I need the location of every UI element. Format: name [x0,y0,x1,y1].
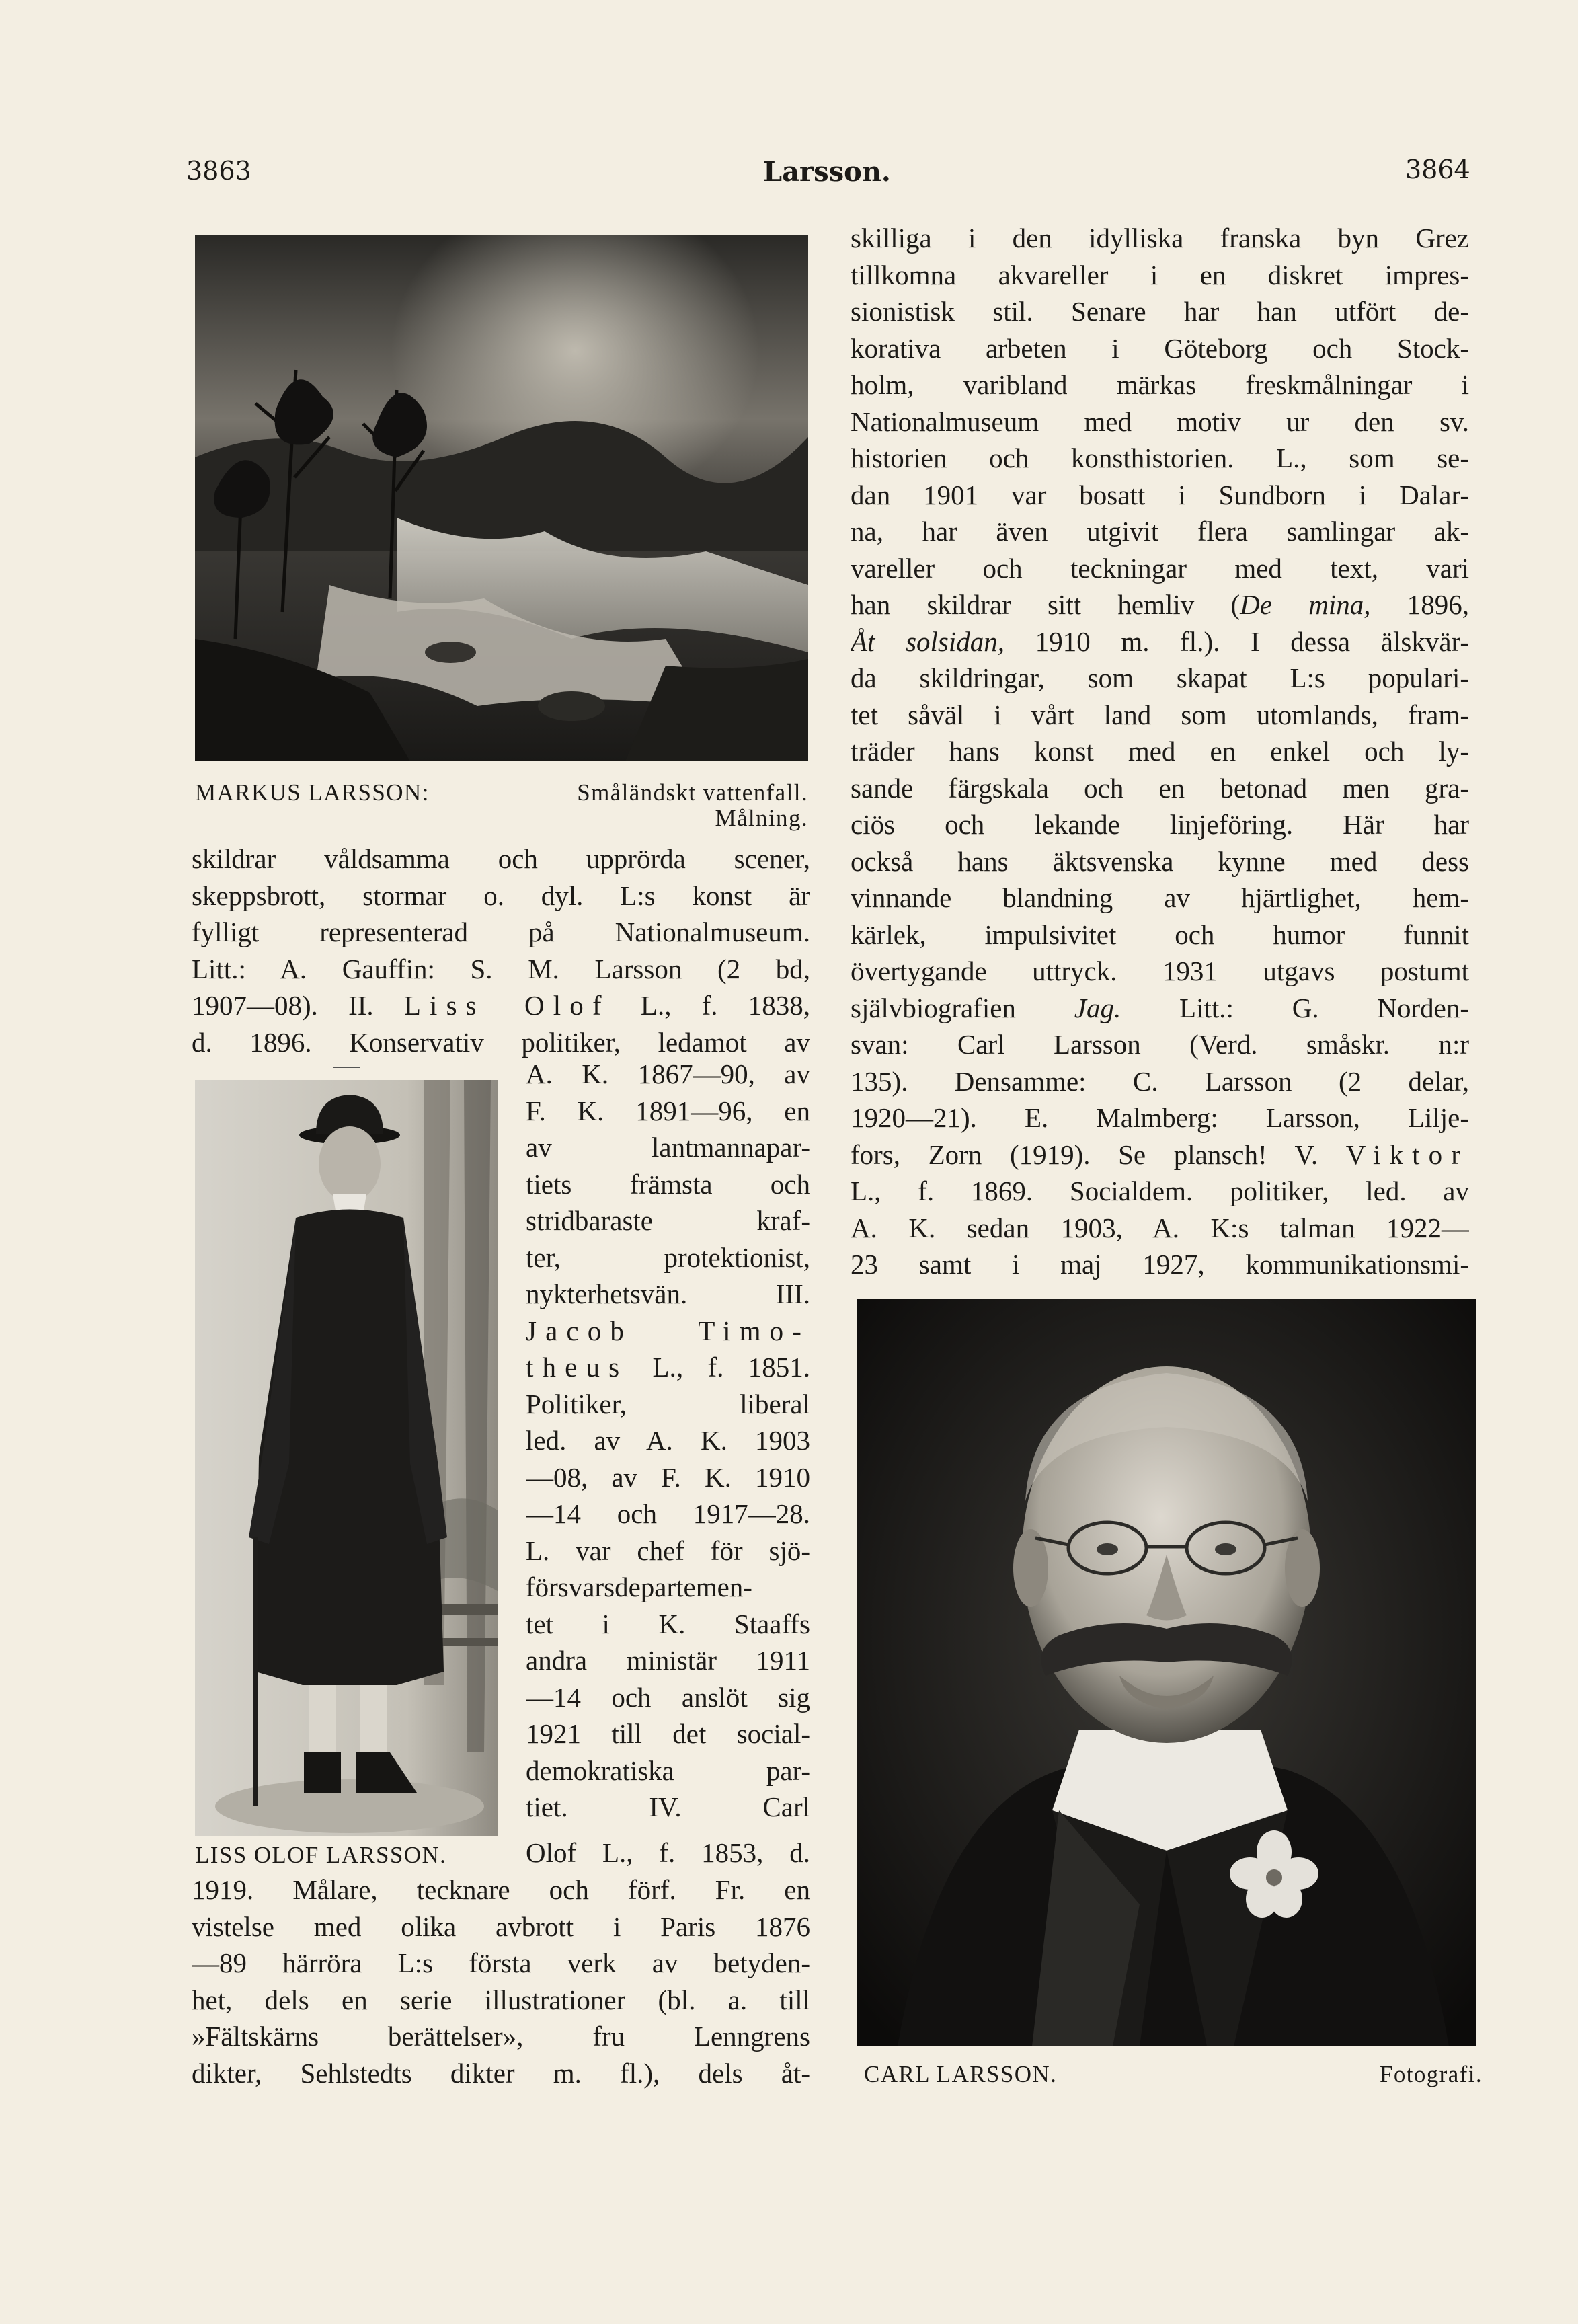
text-line: historien och konsthistorien. L., som se- [851,442,1469,473]
text-line: svan: Carl Larsson (Verd. småskr. n:r [851,1029,1469,1060]
text-line: —14 och anslöt sig [526,1681,810,1713]
text-line: vinnande blandning av hjärtlighet, hem- [851,882,1469,913]
text-line: L. var chef för sjö- [526,1535,810,1566]
text-line: 1920—21). E. Malmberg: Larsson, Lilje- [851,1102,1469,1133]
text-line: självbiografien Jag. Litt.: G. Norden- [851,992,1469,1023]
text-line: tillkomna akvareller i en diskret impres- [851,259,1469,290]
text-line: ter, protektionist, [526,1241,810,1273]
carl-portrait-caption [864,2062,1483,2087]
text-line: nykterhetsvän. III. [526,1278,810,1309]
text-line: —14 och 1917—28. [526,1498,810,1529]
book-title: Jag. [1074,992,1121,1023]
narrow-column-text [526,1056,810,1826]
page-number-right: 3864 [1405,155,1470,184]
page-number-left: 3863 [186,156,251,186]
painting-caption-type: Målning. [715,805,808,831]
text-line: tet såväl i vårt land som utomlands, fram- [851,699,1469,730]
text-line: —08, av F. K. 1910 [526,1461,810,1493]
text-line: sande färgskala och en betonad men gra- [851,772,1469,804]
liss-portrait-caption: LISS OLOF LARSSON. [195,1842,447,1868]
painting-caption-name: MARKUS LARSSON: [195,779,430,806]
text-line: 23 samt i maj 1927, kommunikationsmi- [851,1249,1469,1280]
text-line: na, har även utgivit flera samlingar ak- [851,516,1469,547]
spaced-name: Viktor [1345,1138,1469,1170]
text-line: Jacob Timo- [526,1315,810,1346]
text-line: tiets främsta och [526,1168,810,1200]
carl-caption-name: CARL LARSSON. [864,2061,1058,2087]
waterfall-painting [195,235,808,761]
text-line: demokratiska par- [526,1754,810,1786]
text-line: sionistisk stil. Senare har han utfört de- [851,296,1469,327]
liss-olof-portrait [195,1080,498,1836]
text-line: korativa arbeten i Göteborg och Stock- [851,332,1469,364]
text-line: fylligt representerad på Nationalmuseum. [192,917,810,947]
text-line: A. K. sedan 1903, A. K:s talman 1922— [851,1212,1469,1243]
text-line: 135). Densamme: C. Larsson (2 delar, [851,1065,1469,1097]
text-line: —89 härröra L:s första verk av betyden- [192,1947,810,1978]
text-line: stridbaraste kraf- [526,1205,810,1236]
text-line: led. av A. K. 1903 [526,1425,810,1456]
text-line: 1907—08). II. Liss Olof L., f. 1838, [192,990,810,1021]
text-line: övertygande uttryck. 1931 utgavs postumt [851,956,1469,986]
text-line: vistelse med olika avbrott i Paris 1876 [192,1910,810,1942]
text-line: dan 1901 var bosatt i Sundborn i Dalar- [851,479,1469,510]
carl-larsson-portrait [857,1299,1476,2046]
text-line: kärlek, impulsivitet och humor funnit [851,919,1469,950]
text-line: andra ministär 1911 [526,1645,810,1676]
text-line: holm, varibland märkas freskmålningar i [851,369,1469,400]
book-title: De mina, [1240,589,1371,620]
book-title: Åt solsidan, [851,625,1005,657]
text-line: tet i K. Staaffs [526,1608,810,1639]
text-line: skilliga i den idylliska franska byn Grez [851,223,1469,254]
text-line: vareller och teckningar med text, vari [851,552,1469,584]
text-line: skildrar våldsamma och upprörda scener, [192,843,810,874]
ornament-dash [333,1067,360,1068]
spaced-name: theus [526,1352,629,1383]
text-line: ciös och lekande linjeföring. Här har [851,809,1469,840]
spaced-name: Liss Olof [403,990,610,1021]
text-line: 1919. Målare, tecknare och förf. Fr. en [192,1874,810,1905]
text-line: dikter, Sehlstedts dikter m. fl.), dels åt- [192,2057,810,2089]
painting-caption-title: Småländskt vattenfall. [577,779,808,806]
text-line: av lantmannapar- [526,1132,810,1163]
text-line: försvarsdepartemen- [526,1572,752,1602]
running-head: Larsson. [763,156,891,188]
text-line: tiet. IV. Carl [526,1791,810,1822]
text-line: han skildrar sitt hemliv (De mina, 1896, [851,589,1469,620]
text-line: också hans äktsvenska kynne med dess [851,845,1469,877]
continuation-line [526,1834,810,1871]
left-column-text [192,841,810,1060]
text-line: d. 1896. Konservativ politiker, ledamot av [192,1026,810,1058]
carl-caption-credit: Fotografi. [1379,2061,1483,2087]
text-line: theus L., f. 1851. [526,1352,810,1383]
text-line: da skildringar, som skapat L:s populari- [851,662,1469,693]
text-line: F. K. 1891—96, en [526,1095,810,1126]
text-line: Litt.: A. Gauffin: S. M. Larsson (2 bd, [192,953,810,984]
text-line: L., f. 1869. Socialdem. politiker, led. av [851,1175,1469,1206]
right-column-text [851,220,1469,1283]
text-line: Olof L., f. 1853, d. [526,1837,810,1868]
text-line: träder hans konst med en enkel och ly- [851,736,1469,767]
text-line: 1921 till det social- [526,1718,810,1749]
text-line: A. K. 1867—90, av [526,1058,810,1089]
left-column-bottom-text [192,1871,810,2091]
text-line: Åt solsidan, 1910 m. fl.). I dessa älskvär- [851,625,1469,657]
text-line: Nationalmuseum med motiv ur den sv. [851,405,1469,437]
painting-caption [195,780,808,831]
text-line: fors, Zorn (1919). Se plansch! V. Viktor [851,1138,1469,1170]
text-line: »Fältskärns berättelser», fru Lenngrens [192,2021,810,2052]
text-line: Politiker, liberal [526,1388,810,1420]
text-line: het, dels en serie illustrationer (bl. a. till [192,1984,810,2015]
text-line: skeppsbrott, stormar o. dyl. L:s konst är [192,880,810,911]
